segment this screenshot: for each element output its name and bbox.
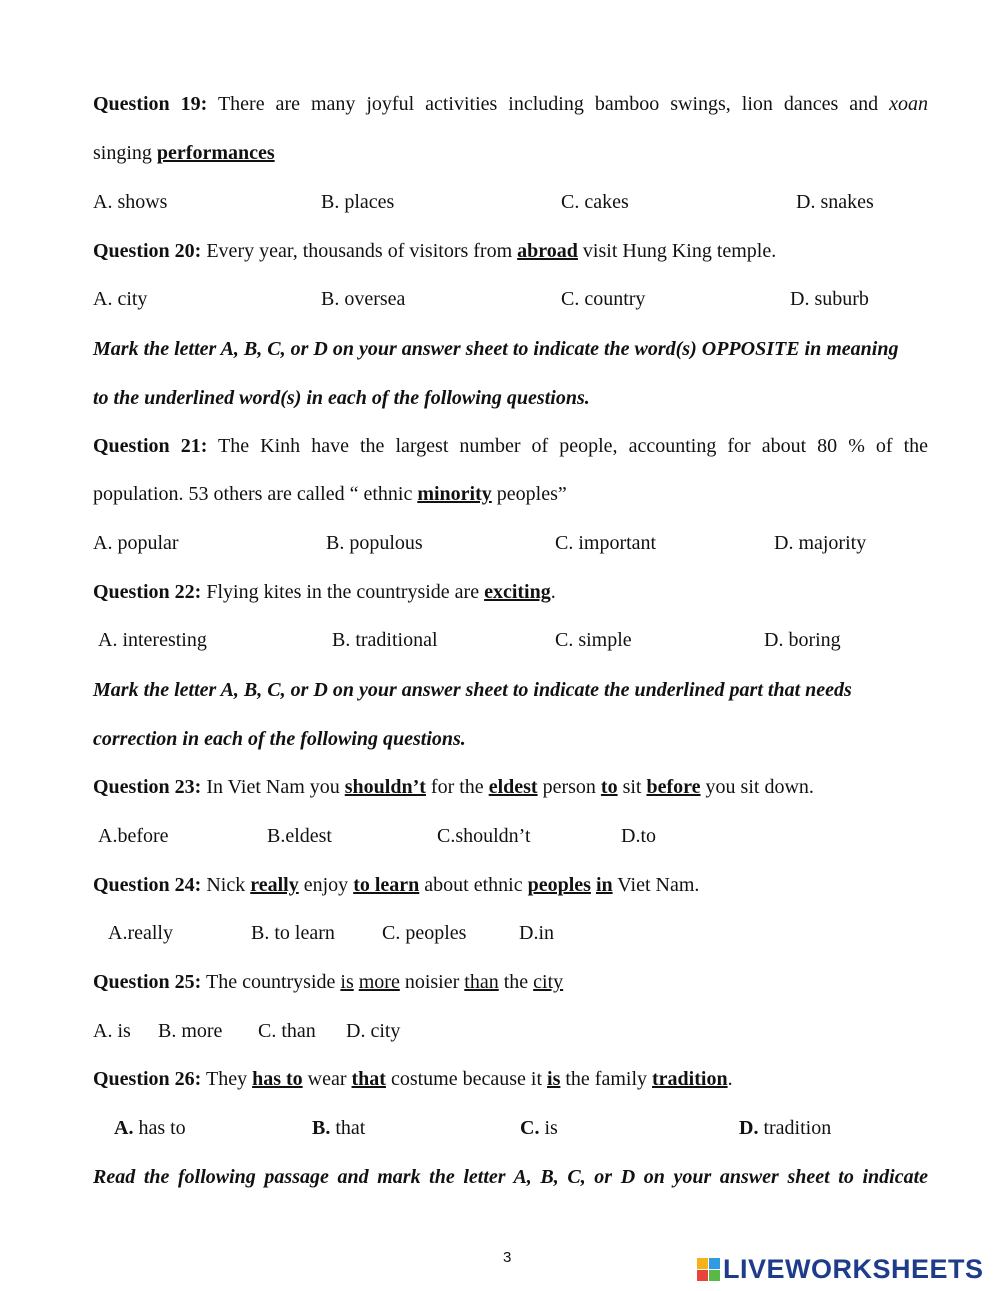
q23-option-c[interactable]: C.shouldn’t	[437, 825, 531, 847]
q24-line	[93, 873, 699, 897]
q25-line	[93, 970, 563, 994]
logo-blocks-icon	[697, 1258, 720, 1281]
liveworksheets-logo[interactable]	[697, 1254, 984, 1284]
q20-label: Question 20:	[93, 240, 202, 262]
q26-text-1: They	[201, 1068, 253, 1090]
q24-text-1: Nick	[201, 874, 251, 896]
q23-text-4: sit	[617, 776, 647, 798]
q26-underlined-2: that	[351, 1068, 386, 1090]
q22-text-post: .	[550, 581, 556, 603]
q26-option-b-text: that	[330, 1117, 366, 1139]
q24-underlined-4: in	[595, 874, 613, 896]
q25-text-3: noisier	[399, 971, 465, 993]
instruction-passage-line1: Read the following passage and mark the letter A, B, C, or D on your answer sheet to indicate	[93, 1166, 928, 1188]
q26-underlined-4: tradition	[652, 1068, 728, 1090]
q21-text-3: peoples”	[491, 483, 567, 505]
q25-option-d[interactable]: D. city	[346, 1020, 401, 1042]
q21-underlined-word: minority	[417, 483, 492, 505]
q19-option-a[interactable]: A. shows	[93, 191, 168, 213]
q22-option-a[interactable]: A. interesting	[98, 629, 207, 651]
q24-text-3: about ethnic	[419, 874, 528, 896]
q26-option-d-letter: D.	[739, 1117, 759, 1139]
q23-option-d[interactable]: D.to	[621, 825, 656, 847]
q23-option-a[interactable]: A.before	[98, 825, 169, 847]
q20-line	[93, 239, 776, 263]
q19-underlined-word: performances	[156, 142, 275, 164]
q24-text-2: enjoy	[298, 874, 354, 896]
q23-underlined-1: shouldn’t	[344, 776, 426, 798]
q22-option-b[interactable]: B. traditional	[332, 629, 438, 651]
q20-option-c[interactable]: C. country	[561, 288, 646, 310]
q21-text-2: population. 53 others are called “ ethnic	[93, 483, 418, 505]
q22-label: Question 22:	[93, 581, 202, 603]
q23-line	[93, 775, 814, 799]
q24-label: Question 24:	[93, 874, 202, 896]
q21-option-d[interactable]: D. majority	[774, 532, 867, 554]
q21-option-b[interactable]: B. populous	[326, 532, 423, 554]
q21-option-a[interactable]: A. popular	[93, 532, 179, 554]
q24-underlined-1: really	[250, 874, 299, 896]
logo-block-1	[697, 1258, 708, 1269]
q26-text-4: the family	[560, 1068, 653, 1090]
q22-underlined-word: exciting	[484, 581, 551, 603]
q26-text-5: .	[727, 1068, 733, 1090]
instruction-opposite-line1: Mark the letter A, B, C, or D on your answer sheet to indicate the word(s) OPPOSITE in meaning	[93, 338, 899, 360]
q22-line	[93, 580, 556, 604]
q19-line2	[93, 141, 275, 165]
q25-text-1: The countryside	[201, 971, 341, 993]
q24-underlined-3: peoples	[527, 874, 591, 896]
q23-underlined-2: eldest	[488, 776, 538, 798]
q22-option-d[interactable]: D. boring	[764, 629, 841, 651]
q24-option-a[interactable]: A.really	[108, 922, 173, 944]
q22-option-c[interactable]: C. simple	[555, 629, 632, 651]
q19-italic-word: xoan	[889, 93, 929, 115]
logo-block-2	[709, 1258, 720, 1269]
q21-line1	[93, 434, 928, 458]
q23-option-b[interactable]: B.eldest	[267, 825, 332, 847]
instruction-opposite-line2: to the underlined word(s) in each of the following questions.	[93, 387, 590, 409]
q26-text-2: wear	[302, 1068, 352, 1090]
q25-option-c[interactable]: C. than	[258, 1020, 316, 1042]
instruction-correction-line2: correction in each of the following questions.	[93, 728, 466, 750]
q19-option-b[interactable]: B. places	[321, 191, 395, 213]
q25-underlined-4: city	[533, 971, 564, 993]
q25-underlined-3: than	[464, 971, 499, 993]
q21-text: The Kinh have the largest number of people, accounting for about 80 % of the	[218, 435, 929, 457]
q19-option-c[interactable]: C. cakes	[561, 191, 629, 213]
q20-option-a[interactable]: A. city	[93, 288, 148, 310]
page-number: 3	[503, 1249, 512, 1266]
q26-option-d[interactable]	[739, 1116, 831, 1140]
q21-label: Question 21:	[93, 435, 208, 457]
q23-text-3: person	[537, 776, 601, 798]
q25-underlined-2: more	[358, 971, 400, 993]
q26-option-a-letter: A.	[114, 1117, 134, 1139]
logo-text: LIVEWORKSHEETS	[723, 1254, 984, 1284]
q25-option-a[interactable]: A. is	[93, 1020, 131, 1042]
instruction-correction-line1: Mark the letter A, B, C, or D on your answer sheet to indicate the underlined part that needs	[93, 679, 852, 701]
q20-text-post: visit Hung King temple.	[577, 240, 777, 262]
q23-underlined-4: before	[646, 776, 701, 798]
q26-underlined-3: is	[547, 1068, 561, 1090]
q26-option-a[interactable]	[114, 1116, 186, 1140]
q25-label: Question 25:	[93, 971, 202, 993]
q26-line	[93, 1067, 733, 1091]
q24-option-b[interactable]: B. to learn	[251, 922, 335, 944]
q26-option-c[interactable]	[520, 1116, 558, 1140]
q19-text: There are many joyful activities including bamboo swings, lion dances and	[217, 93, 890, 115]
q26-underlined-1: has to	[252, 1068, 303, 1090]
q24-underlined-2: to learn	[353, 874, 420, 896]
q23-text-5: you sit down.	[700, 776, 814, 798]
q19-option-d[interactable]: D. snakes	[796, 191, 874, 213]
q23-underlined-3: to	[600, 776, 618, 798]
q20-text-pre: Every year, thousands of visitors from	[201, 240, 518, 262]
q19-label: Question 19:	[93, 93, 208, 115]
q26-option-b[interactable]	[312, 1116, 365, 1140]
q22-text-pre: Flying kites in the countryside are	[201, 581, 485, 603]
q20-option-d[interactable]: D. suburb	[790, 288, 869, 310]
q26-option-c-text: is	[539, 1117, 558, 1139]
q26-option-c-letter: C.	[520, 1117, 540, 1139]
q26-label: Question 26:	[93, 1068, 202, 1090]
q25-underlined-1: is	[340, 971, 354, 993]
q26-option-a-text: has to	[133, 1117, 186, 1139]
q24-option-c[interactable]: C. peoples	[382, 922, 467, 944]
q20-option-b[interactable]: B. oversea	[321, 288, 406, 310]
q25-text-4: the	[498, 971, 534, 993]
q20-underlined-word: abroad	[517, 240, 578, 262]
q26-text-3: costume because it	[385, 1068, 548, 1090]
logo-block-3	[697, 1270, 708, 1281]
q19-text-2: singing	[93, 142, 157, 164]
q19-line1	[93, 92, 928, 116]
q26-option-b-letter: B.	[312, 1117, 331, 1139]
q21-line2	[93, 482, 567, 506]
q23-text-1: In Viet Nam you	[201, 776, 345, 798]
logo-block-4	[709, 1270, 720, 1281]
q21-option-c[interactable]: C. important	[555, 532, 657, 554]
q25-option-b[interactable]: B. more	[158, 1020, 223, 1042]
q26-option-d-text: tradition	[758, 1117, 832, 1139]
q23-text-2: for the	[425, 776, 489, 798]
q23-label: Question 23:	[93, 776, 202, 798]
q24-option-d[interactable]: D.in	[519, 922, 554, 944]
q24-text-5: Viet Nam.	[612, 874, 700, 896]
